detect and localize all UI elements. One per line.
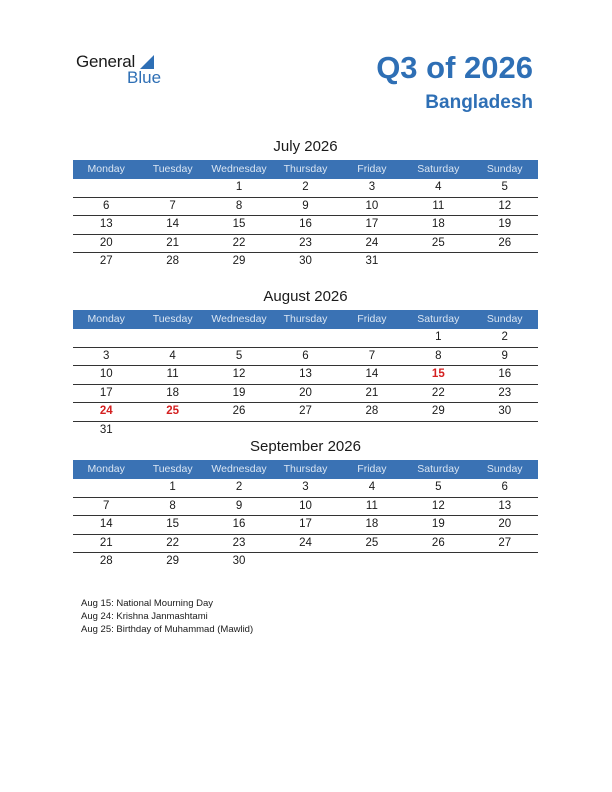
weekday-label: Thursday bbox=[283, 163, 328, 175]
weekday-label: Tuesday bbox=[152, 163, 193, 175]
day-cell: 19 bbox=[232, 386, 246, 399]
day-cell: 3 bbox=[103, 349, 110, 362]
month-august bbox=[73, 286, 538, 439]
day-cell: 27 bbox=[99, 255, 113, 267]
day-cell: 17 bbox=[299, 518, 312, 530]
day-cell: 14 bbox=[99, 518, 113, 530]
day-cell: 20 bbox=[99, 236, 113, 249]
holiday-note: Aug 15: National Mourning Day bbox=[81, 598, 214, 609]
day-cell: 4 bbox=[435, 181, 442, 193]
day-cell: 1 bbox=[435, 331, 442, 343]
day-cell: 29 bbox=[166, 555, 180, 567]
weekday-label: Monday bbox=[87, 313, 125, 325]
month-july bbox=[73, 136, 538, 271]
day-cell: 4 bbox=[169, 349, 176, 362]
day-cell: 27 bbox=[498, 536, 512, 549]
day-cell: 5 bbox=[501, 181, 508, 193]
day-cell: 23 bbox=[498, 386, 512, 399]
weekday-label: Wednesday bbox=[211, 313, 267, 325]
week-row bbox=[73, 553, 538, 571]
month-grid bbox=[73, 479, 538, 571]
day-cell: 26 bbox=[431, 536, 445, 549]
day-cell: 5 bbox=[435, 481, 442, 493]
day-cell: 24 bbox=[299, 536, 312, 549]
day-cell: 9 bbox=[302, 199, 309, 212]
day-cell: 1 bbox=[169, 481, 176, 493]
day-cell: 30 bbox=[232, 555, 246, 567]
month-title: September 2026 bbox=[250, 438, 361, 455]
weekday-label: Wednesday bbox=[211, 163, 267, 175]
day-cell: 14 bbox=[365, 368, 379, 380]
day-cell: 7 bbox=[103, 499, 110, 512]
day-cell: 10 bbox=[99, 368, 113, 380]
day-cell: 23 bbox=[299, 236, 312, 249]
weekday-label: Tuesday bbox=[152, 463, 193, 475]
empty-day-cell bbox=[206, 329, 272, 347]
empty-day-cell bbox=[272, 553, 338, 571]
day-cell: 15 bbox=[232, 218, 246, 230]
week-row bbox=[73, 498, 538, 517]
weekday-header bbox=[73, 310, 538, 329]
holiday-day-cell: 25 bbox=[166, 405, 180, 417]
weekday-label: Friday bbox=[357, 313, 387, 325]
day-cell: 27 bbox=[299, 405, 312, 417]
day-cell: 11 bbox=[432, 199, 445, 212]
holiday-day-cell: 15 bbox=[431, 368, 445, 380]
day-cell: 12 bbox=[232, 368, 246, 380]
day-cell: 18 bbox=[166, 386, 180, 399]
day-cell: 2 bbox=[302, 181, 309, 193]
day-cell: 6 bbox=[302, 349, 309, 362]
logo-general-text: General bbox=[76, 52, 136, 71]
day-cell: 30 bbox=[498, 405, 512, 417]
day-cell: 4 bbox=[368, 481, 376, 493]
week-row bbox=[73, 366, 538, 385]
weekday-label: Monday bbox=[87, 463, 125, 475]
day-cell: 31 bbox=[365, 255, 379, 267]
week-row bbox=[73, 329, 538, 348]
week-row bbox=[73, 179, 538, 198]
day-cell: 3 bbox=[368, 181, 376, 193]
empty-day-cell bbox=[339, 329, 405, 347]
weekday-label: Thursday bbox=[283, 313, 328, 325]
month-september bbox=[73, 436, 538, 571]
week-row bbox=[73, 403, 538, 422]
empty-day-cell bbox=[272, 329, 338, 347]
day-cell: 9 bbox=[501, 349, 508, 362]
month-title: August 2026 bbox=[263, 288, 348, 305]
empty-day-cell bbox=[73, 479, 139, 497]
day-cell: 12 bbox=[431, 499, 445, 512]
weekday-label: Sunday bbox=[486, 163, 523, 175]
day-cell: 6 bbox=[103, 199, 110, 212]
day-cell: 28 bbox=[365, 405, 379, 417]
day-cell: 14 bbox=[166, 218, 180, 230]
day-cell: 28 bbox=[166, 255, 180, 267]
week-row bbox=[73, 253, 538, 271]
day-cell: 8 bbox=[235, 199, 243, 212]
empty-day-cell bbox=[405, 253, 471, 271]
day-cell: 13 bbox=[99, 218, 113, 230]
holiday-notes bbox=[81, 597, 253, 636]
empty-day-cell bbox=[405, 553, 471, 571]
week-row bbox=[73, 385, 538, 404]
day-cell: 8 bbox=[435, 349, 442, 362]
day-cell: 23 bbox=[232, 536, 246, 549]
day-cell: 18 bbox=[431, 218, 445, 230]
day-cell: 10 bbox=[299, 499, 312, 512]
day-cell: 2 bbox=[235, 481, 243, 493]
day-cell: 26 bbox=[232, 405, 246, 417]
day-cell: 9 bbox=[235, 499, 243, 512]
day-cell: 17 bbox=[99, 386, 113, 399]
day-cell: 25 bbox=[431, 236, 445, 249]
country-name: Bangladesh bbox=[425, 92, 533, 113]
day-cell: 20 bbox=[498, 518, 512, 530]
week-row bbox=[73, 198, 538, 217]
day-cell: 30 bbox=[299, 255, 312, 267]
day-cell: 12 bbox=[498, 199, 512, 212]
page-title: Q3 of 2026 bbox=[376, 50, 533, 85]
logo bbox=[76, 52, 176, 92]
day-cell: 6 bbox=[501, 481, 508, 493]
weekday-label: Saturday bbox=[417, 463, 460, 475]
weekday-label: Tuesday bbox=[152, 313, 193, 325]
weekday-label: Sunday bbox=[486, 463, 523, 475]
day-cell: 7 bbox=[368, 349, 376, 362]
holiday-note: Aug 25: Birthday of Muhammad (Mawlid) bbox=[81, 624, 254, 635]
weekday-label: Thursday bbox=[283, 463, 328, 475]
day-cell: 22 bbox=[232, 236, 246, 249]
weekday-label: Friday bbox=[357, 163, 387, 175]
week-row bbox=[73, 216, 538, 235]
empty-day-cell bbox=[139, 329, 205, 347]
weekday-label: Saturday bbox=[417, 163, 460, 175]
day-cell: 16 bbox=[232, 518, 246, 530]
day-cell: 29 bbox=[431, 405, 445, 417]
day-cell: 15 bbox=[166, 518, 180, 530]
day-cell: 26 bbox=[498, 236, 512, 249]
empty-day-cell bbox=[339, 553, 405, 571]
day-cell: 28 bbox=[99, 555, 113, 567]
week-row bbox=[73, 348, 538, 367]
day-cell: 25 bbox=[365, 536, 379, 549]
day-cell: 17 bbox=[365, 218, 379, 230]
day-cell: 13 bbox=[299, 368, 312, 380]
day-cell: 21 bbox=[365, 386, 379, 399]
day-cell: 16 bbox=[299, 218, 312, 230]
weekday-header bbox=[73, 460, 538, 479]
day-cell: 13 bbox=[498, 499, 512, 512]
day-cell: 19 bbox=[498, 218, 512, 230]
day-cell: 5 bbox=[235, 349, 243, 362]
day-cell: 22 bbox=[431, 386, 445, 399]
day-cell: 31 bbox=[99, 423, 113, 436]
weekday-header bbox=[73, 160, 538, 179]
empty-day-cell bbox=[73, 179, 139, 197]
week-row bbox=[73, 235, 538, 254]
day-cell: 8 bbox=[169, 499, 176, 512]
month-title: July 2026 bbox=[273, 138, 338, 155]
empty-day-cell bbox=[472, 253, 538, 271]
weekday-label: Sunday bbox=[486, 313, 523, 325]
empty-day-cell bbox=[472, 553, 538, 571]
weekday-label: Wednesday bbox=[211, 463, 267, 475]
day-cell: 11 bbox=[166, 368, 179, 380]
day-cell: 21 bbox=[166, 236, 180, 249]
logo-blue-text: Blue bbox=[127, 68, 162, 87]
day-cell: 3 bbox=[302, 481, 309, 493]
day-cell: 20 bbox=[299, 386, 312, 399]
day-cell: 22 bbox=[166, 536, 180, 549]
day-cell: 10 bbox=[365, 199, 379, 212]
empty-day-cell bbox=[139, 179, 205, 197]
day-cell: 21 bbox=[99, 536, 113, 549]
week-row bbox=[73, 479, 538, 498]
day-cell: 19 bbox=[431, 518, 445, 530]
holiday-day-cell: 24 bbox=[99, 405, 113, 417]
weekday-label: Saturday bbox=[417, 313, 460, 325]
day-cell: 29 bbox=[232, 255, 246, 267]
week-row bbox=[73, 535, 538, 554]
day-cell: 11 bbox=[365, 499, 378, 512]
day-cell: 2 bbox=[501, 331, 508, 343]
month-grid bbox=[73, 329, 538, 439]
weekday-label: Friday bbox=[357, 463, 387, 475]
week-row bbox=[73, 516, 538, 535]
month-grid bbox=[73, 179, 538, 271]
day-cell: 16 bbox=[498, 368, 512, 380]
day-cell: 7 bbox=[169, 199, 176, 212]
weekday-label: Monday bbox=[87, 163, 125, 175]
day-cell: 18 bbox=[365, 518, 379, 530]
empty-day-cell bbox=[73, 329, 139, 347]
holiday-note: Aug 24: Krishna Janmashtami bbox=[81, 611, 208, 622]
day-cell: 1 bbox=[235, 181, 243, 193]
day-cell: 24 bbox=[365, 236, 379, 249]
logo-triangle-icon bbox=[140, 55, 154, 69]
